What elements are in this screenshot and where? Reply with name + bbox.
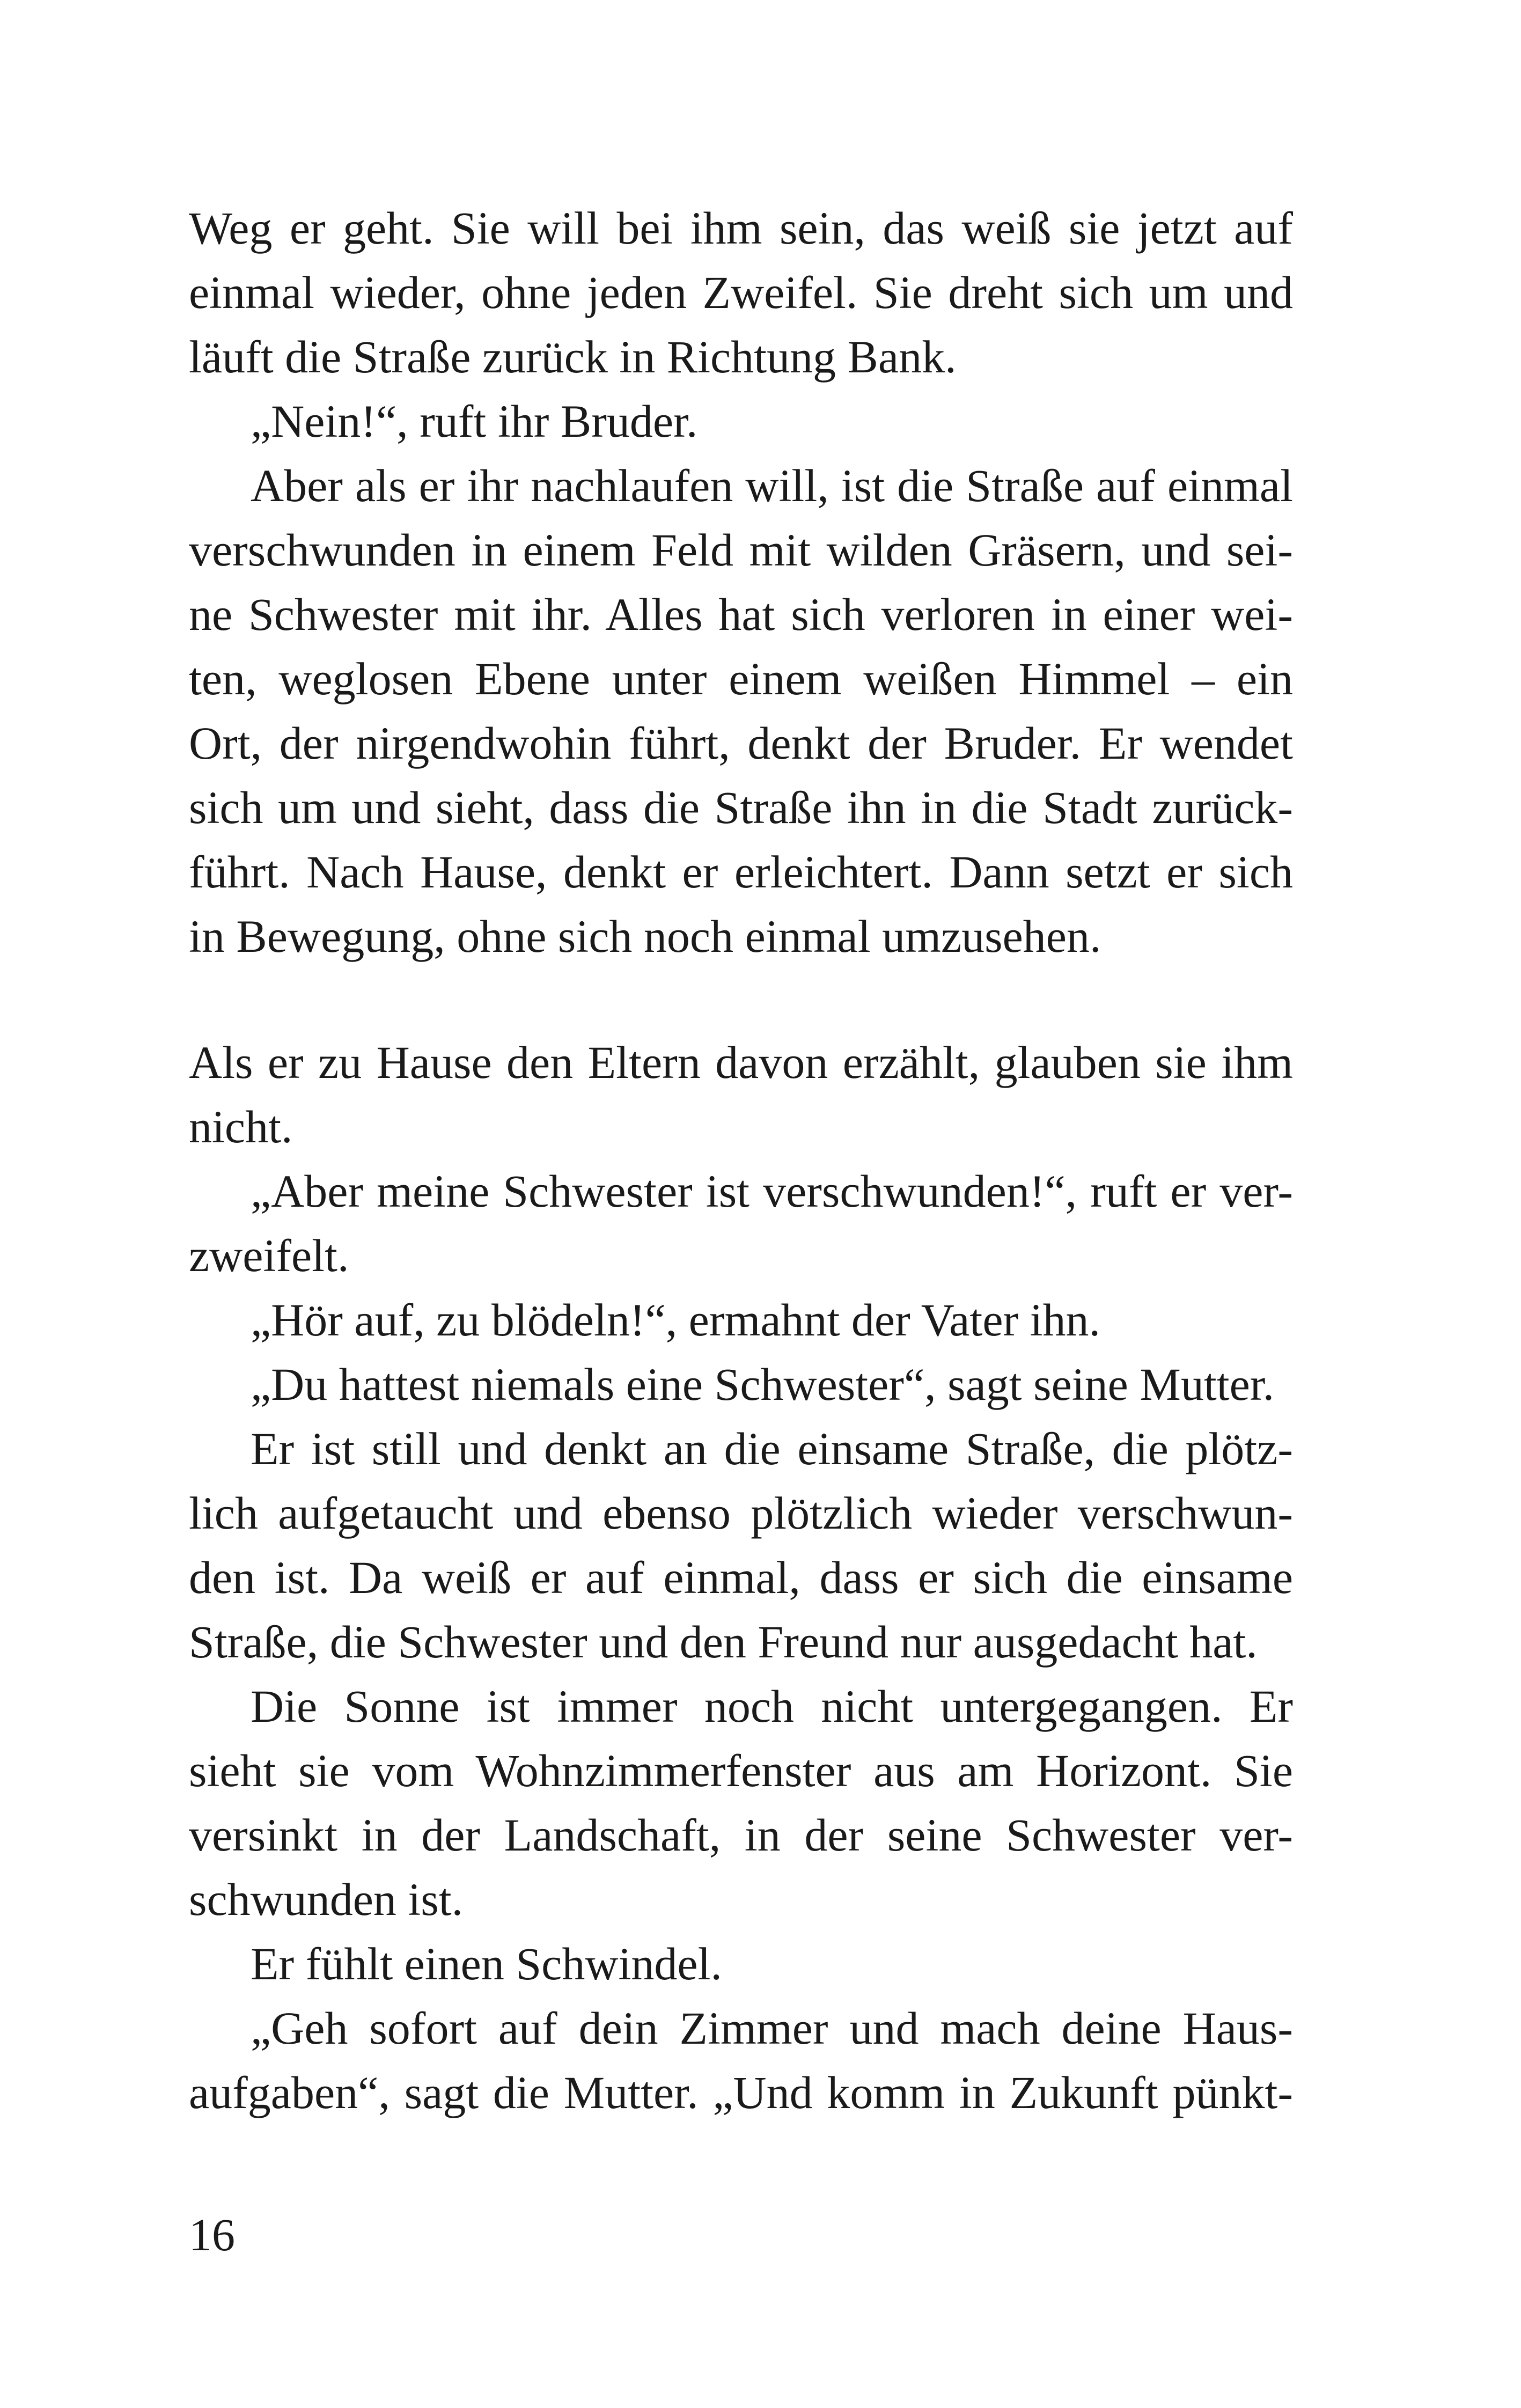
text-line: den ist. Da weiß er auf einmal, dass er sich die einsame — [189, 1552, 1293, 1603]
text-line: in Bewegung, ohne sich noch einmal umzusehen. — [189, 911, 1101, 962]
page-number: 16 — [189, 2209, 235, 2260]
text-line: schwunden ist. — [189, 1874, 464, 1925]
text-line: lich aufgetaucht und ebenso plötzlich wieder verschwun- — [189, 1487, 1293, 1539]
text-line: Er ist still und denkt an die einsame Straße, die plötz- — [251, 1423, 1293, 1474]
text-line: ne Schwester mit ihr. Alles hat sich verloren in einer wei- — [189, 589, 1293, 640]
text-line: aufgaben“, sagt die Mutter. „Und komm in Zukunft pünkt- — [189, 2067, 1293, 2118]
text-line: verschwunden in einem Feld mit wilden Gräsern, und sei- — [189, 524, 1293, 576]
text-line: Weg er geht. Sie will bei ihm sein, das weiß sie jetzt auf — [189, 202, 1293, 254]
text-line: einmal wieder, ohne jeden Zweifel. Sie dreht sich um und — [189, 267, 1293, 318]
text-line: „Hör auf, zu blödeln!“, ermahnt der Vater ihn. — [251, 1294, 1101, 1346]
text-line: Ort, der nirgendwohin führt, denkt der Bruder. Er wendet — [189, 717, 1293, 769]
text-line: nicht. — [189, 1101, 293, 1152]
text-line: Aber als er ihr nachlaufen will, ist die Straße auf einmal — [251, 460, 1293, 511]
text-line: „Aber meine Schwester ist verschwunden!“, ruft er ver- — [251, 1165, 1293, 1217]
text-line: Die Sonne ist immer noch nicht untergegangen. Er — [251, 1680, 1293, 1732]
text-line: führt. Nach Hause, denkt er erleichtert. Dann setzt er sich — [189, 846, 1293, 898]
text-line: „Geh sofort auf dein Zimmer und mach deine Haus- — [251, 2002, 1293, 2054]
text-line: „Du hattest niemals eine Schwester“, sagt seine Mutter. — [251, 1359, 1275, 1410]
text-line: Straße, die Schwester und den Freund nur ausgedacht hat. — [189, 1616, 1258, 1668]
text-line: versinkt in der Landschaft, in der seine Schwester ver- — [189, 1809, 1293, 1861]
text-line: „Nein!“, ruft ihr Bruder. — [251, 395, 698, 447]
text-line: ten, weglosen Ebene unter einem weißen Himmel – ein — [189, 653, 1293, 704]
text-line: Als er zu Hause den Eltern davon erzählt, glauben sie ihm — [189, 1037, 1293, 1088]
text-line: Er fühlt einen Schwindel. — [251, 1938, 722, 1989]
text-line: sieht sie vom Wohnzimmerfenster aus am Horizont. Sie — [189, 1745, 1293, 1796]
text-line: zweifelt. — [189, 1230, 349, 1281]
text-line: sich um und sieht, dass die Straße ihn in die Stadt zurück- — [189, 782, 1293, 833]
text-line: läuft die Straße zurück in Richtung Bank. — [189, 331, 957, 383]
